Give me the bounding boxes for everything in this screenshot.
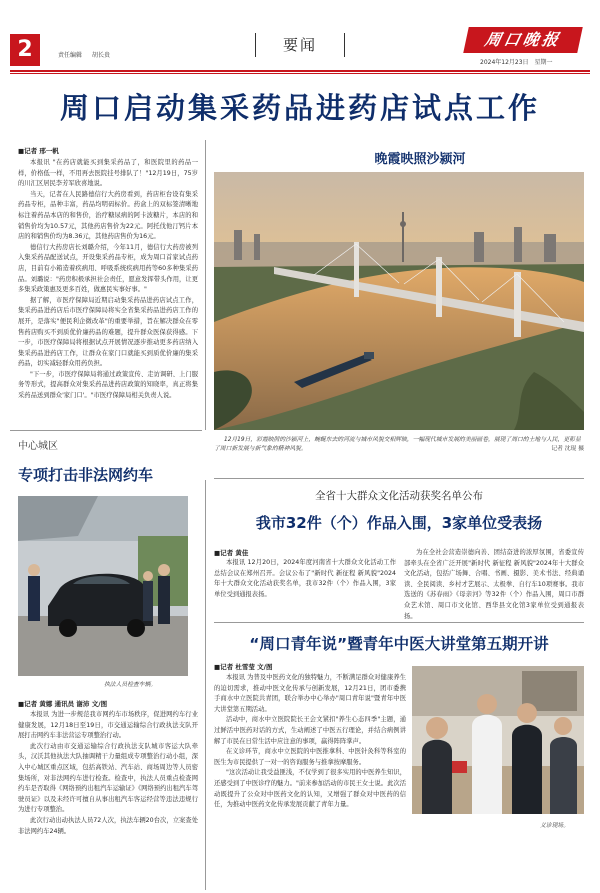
youth-body	[214, 673, 406, 811]
column-divider	[205, 480, 206, 890]
page-number: 2	[10, 34, 40, 66]
lead-byline: ■记者 邢一帆	[18, 147, 59, 155]
youth-paragraph: 活动中，商水中立医院院长王会文紧扣"养生心态四季"主题，通过鲜活中医药对话的方式，生动阐述了中医五行理论，并结合病例讲解了市民在日常生活中应注意的事项，赢得阵阵掌声。	[214, 716, 406, 745]
weekday: 星期一	[534, 59, 553, 66]
culture-byline: ■记者 黄佳	[214, 549, 249, 557]
district-tag: 中心城区	[18, 441, 58, 452]
district-paragraph: 此次行动出动执法人员72人次，执法车辆20台次，立案查处非法网约车24辆。	[18, 816, 198, 835]
district-body	[18, 710, 198, 837]
car-inspection-illustration	[18, 496, 188, 676]
youth-paragraph: 本报讯 为普及中医药文化的独特魅力，不断满足群众对健康养生的迫切需求，推动中医文化传承与创新发展，12月21日，团市委携手商水中立医院共青团，联合举办中心举办"周口青年说"暨青年中医大讲堂第五期活动。	[214, 674, 406, 713]
editor-name: 胡长贵	[91, 52, 110, 59]
lead-paragraph: "下一步，市医疗保障局将通过政策宣传、走访调研、上门服务等形式，提高群众对集采药品进药店政策的知晓率，真正将集采药品送到群众'家门口'。"市医疗保障局相关负责人说。	[18, 370, 198, 400]
photo-feature-credit: 记者 沈琨 摄	[551, 446, 584, 452]
car-inspection-photo	[18, 496, 188, 676]
editor-line	[58, 50, 118, 59]
section-divider	[10, 430, 202, 431]
consultation-photo	[412, 666, 584, 814]
district-photo-caption: 执法人员检查车辆。	[104, 682, 157, 688]
lead-paragraph: 本报讯 "在药店就能买到集采药品了，和医院里的药品一样，价格低一样，不用再去医院挂号排队了！"12月19日，75岁的川汇区居民李芳军欣喜地说。	[18, 159, 198, 188]
date: 2024年12月23日	[480, 59, 529, 66]
header-rule	[10, 70, 590, 72]
youth-paragraph: "这次活动让我受益匪浅，不仅学到了很多实用的中医养生知识，还感受到了中医诊疗的魅力。"前来参加活动的市民王女士说。此次活动既提升了公众对中医药文化的认知，又增强了群众对中医药的信任，为推动中医药文化传承发展贡献了青年力量。	[214, 769, 406, 809]
section-divider	[214, 478, 584, 479]
photo-feature-caption: 12月19日，彩霞映照的沙颍河上，蜿蜒东去的河流与城市风貌交相辉映，一幅现代城市发展的美丽画卷，展现了周口的土地与人民，更彰显了周口新发展与新气象的精神风貌。	[214, 437, 581, 452]
photo-feature-caption-block	[214, 436, 584, 454]
lead-body	[18, 158, 198, 402]
youth-paragraph: 在义诊环节，商水中立医院的中医推拿科、中医针灸科等科室的医生为市民提供了一对一的咨询服务与推拿按摩服务。	[214, 748, 406, 766]
youth-photo-caption: 义诊现场。	[540, 823, 569, 829]
section-title: 要闻	[255, 33, 345, 57]
editor-label: 责任编辑	[58, 52, 83, 59]
lead-paragraph: 据了解，市医疗保障局近期启动集采药品进药店试点工作，集采药品进药店后市医疗保障局将实全省集采药品进药店工作的展开，是落实"便民利企微改革"的重要举措，旨在解决群众在零售药店购买不到质优价廉药品的难题，提升群众医保获得感。下一步，市医疗保障局将根据试点开展情况逐步推动更多药店纳入集采药品进药店工作，让群众在家门口就能买到质优价廉的集采药品，切实减轻群众用药负担。	[18, 296, 198, 368]
header-rule-thin	[10, 73, 590, 74]
district-paragraph: 本报讯 为进一步规范我市网约车市场秩序，促进网约车行业健康发展，12月18日至19日，市交通运输综合行政执法支队开展打击网约车非法营运专项整治行动。	[18, 711, 198, 740]
culture-body-left: 本报讯 12月20日，2024年度河南省十大群众文化活动工作总结会议在郑州召开。会议公布了"新时代 新征程 新风貌"2024年十大群众文化活动获奖名单，我市32件（个）作品入围，3家单位受到通报表扬。	[214, 559, 396, 598]
river-bridge-illustration	[214, 172, 584, 430]
district-headline: 专项打击非法网约车	[18, 466, 154, 484]
lead-paragraph: 当天，记者在人民路德信行大药房看到，药店柜台设有集采药品专柜，品种丰富，药品均明码标价。药盒上的双标签清晰地标注着药品本店的和售价，治疗糖尿病的阿卡波糖片，本店的和销售价均为10.57元，其他药店售价为22元。阿托伐他汀钙片本店的和销售价均为8.36元，其他药店售价为16元。	[18, 190, 198, 241]
masthead-logo: 周口晚报	[463, 27, 583, 53]
district-paragraph: 此次行动由市交通运输综合行政执法支队城市客运大队牵头，汉沃其他执法大队抽调精干力量组成专项整治行动小组，深入中心城区重点区域，包括高铁站、汽车站、商场周边等人员密集场所，对非法网约车进行检查。检查中，执法人员重点检查网约车是否取得《网络预约出租汽车运输证》《网络预约出租汽车驾驶员证》以及未经许可擅自从事出租汽车客运经营等违法违规行为进行专项整治。	[18, 742, 198, 814]
river-bridge-photo	[214, 172, 584, 430]
photo-feature-title: 晚霞映照沙颍河	[374, 152, 466, 167]
lead-headline: 周口启动集采药品进药店试点工作	[59, 91, 540, 125]
column-divider	[205, 140, 206, 430]
dateline	[476, 57, 552, 66]
culture-headline: 我市32件（个）作品入围，3家单位受表扬	[255, 514, 543, 532]
youth-byline: ■记者 杜雪莹 文/图	[214, 663, 273, 671]
district-byline: ■记者 黄娜 通讯员 谢沛 文/图	[18, 700, 108, 708]
culture-body-right: 为在全社会营造崇德向善、团结奋进的浓厚氛围，省委宣传部牵头在全省广泛开展"新时代 新征程 新风貌"2024年十大群众文化活动，包括广场舞、合唱、书画、摄影、美术书法、经典诵读、全民阅读、乡村才艺展示、太极拳、自行车10项赛事。我市选送的《苏春雨》《母亲河》等32件（个）作品入围，周口市群众艺术馆、周口市文化馆、西华县文化馆3家单位受到通报表扬。	[404, 549, 584, 620]
culture-kicker: 全省十大群众文化活动获奖名单公布	[315, 490, 483, 502]
youth-headline: “周口青年说”暨青年中医大讲堂第五期开讲	[249, 635, 549, 653]
lead-paragraph: 德信行大药房店长刘璐介绍，今年11月，德信行大药房被列入集采药品配送试点，开设集采药品专柜，成为周口首家试点药店，目前有小箱造着疾病用、呼吸系统疾病用药等60多种集采药品。刘璐说："药房积极承担社会责任，愿意发挥带头作用，让更多集采政策惠及更多百姓，做惠民实事好事。"	[18, 243, 198, 294]
consultation-illustration	[412, 666, 584, 814]
